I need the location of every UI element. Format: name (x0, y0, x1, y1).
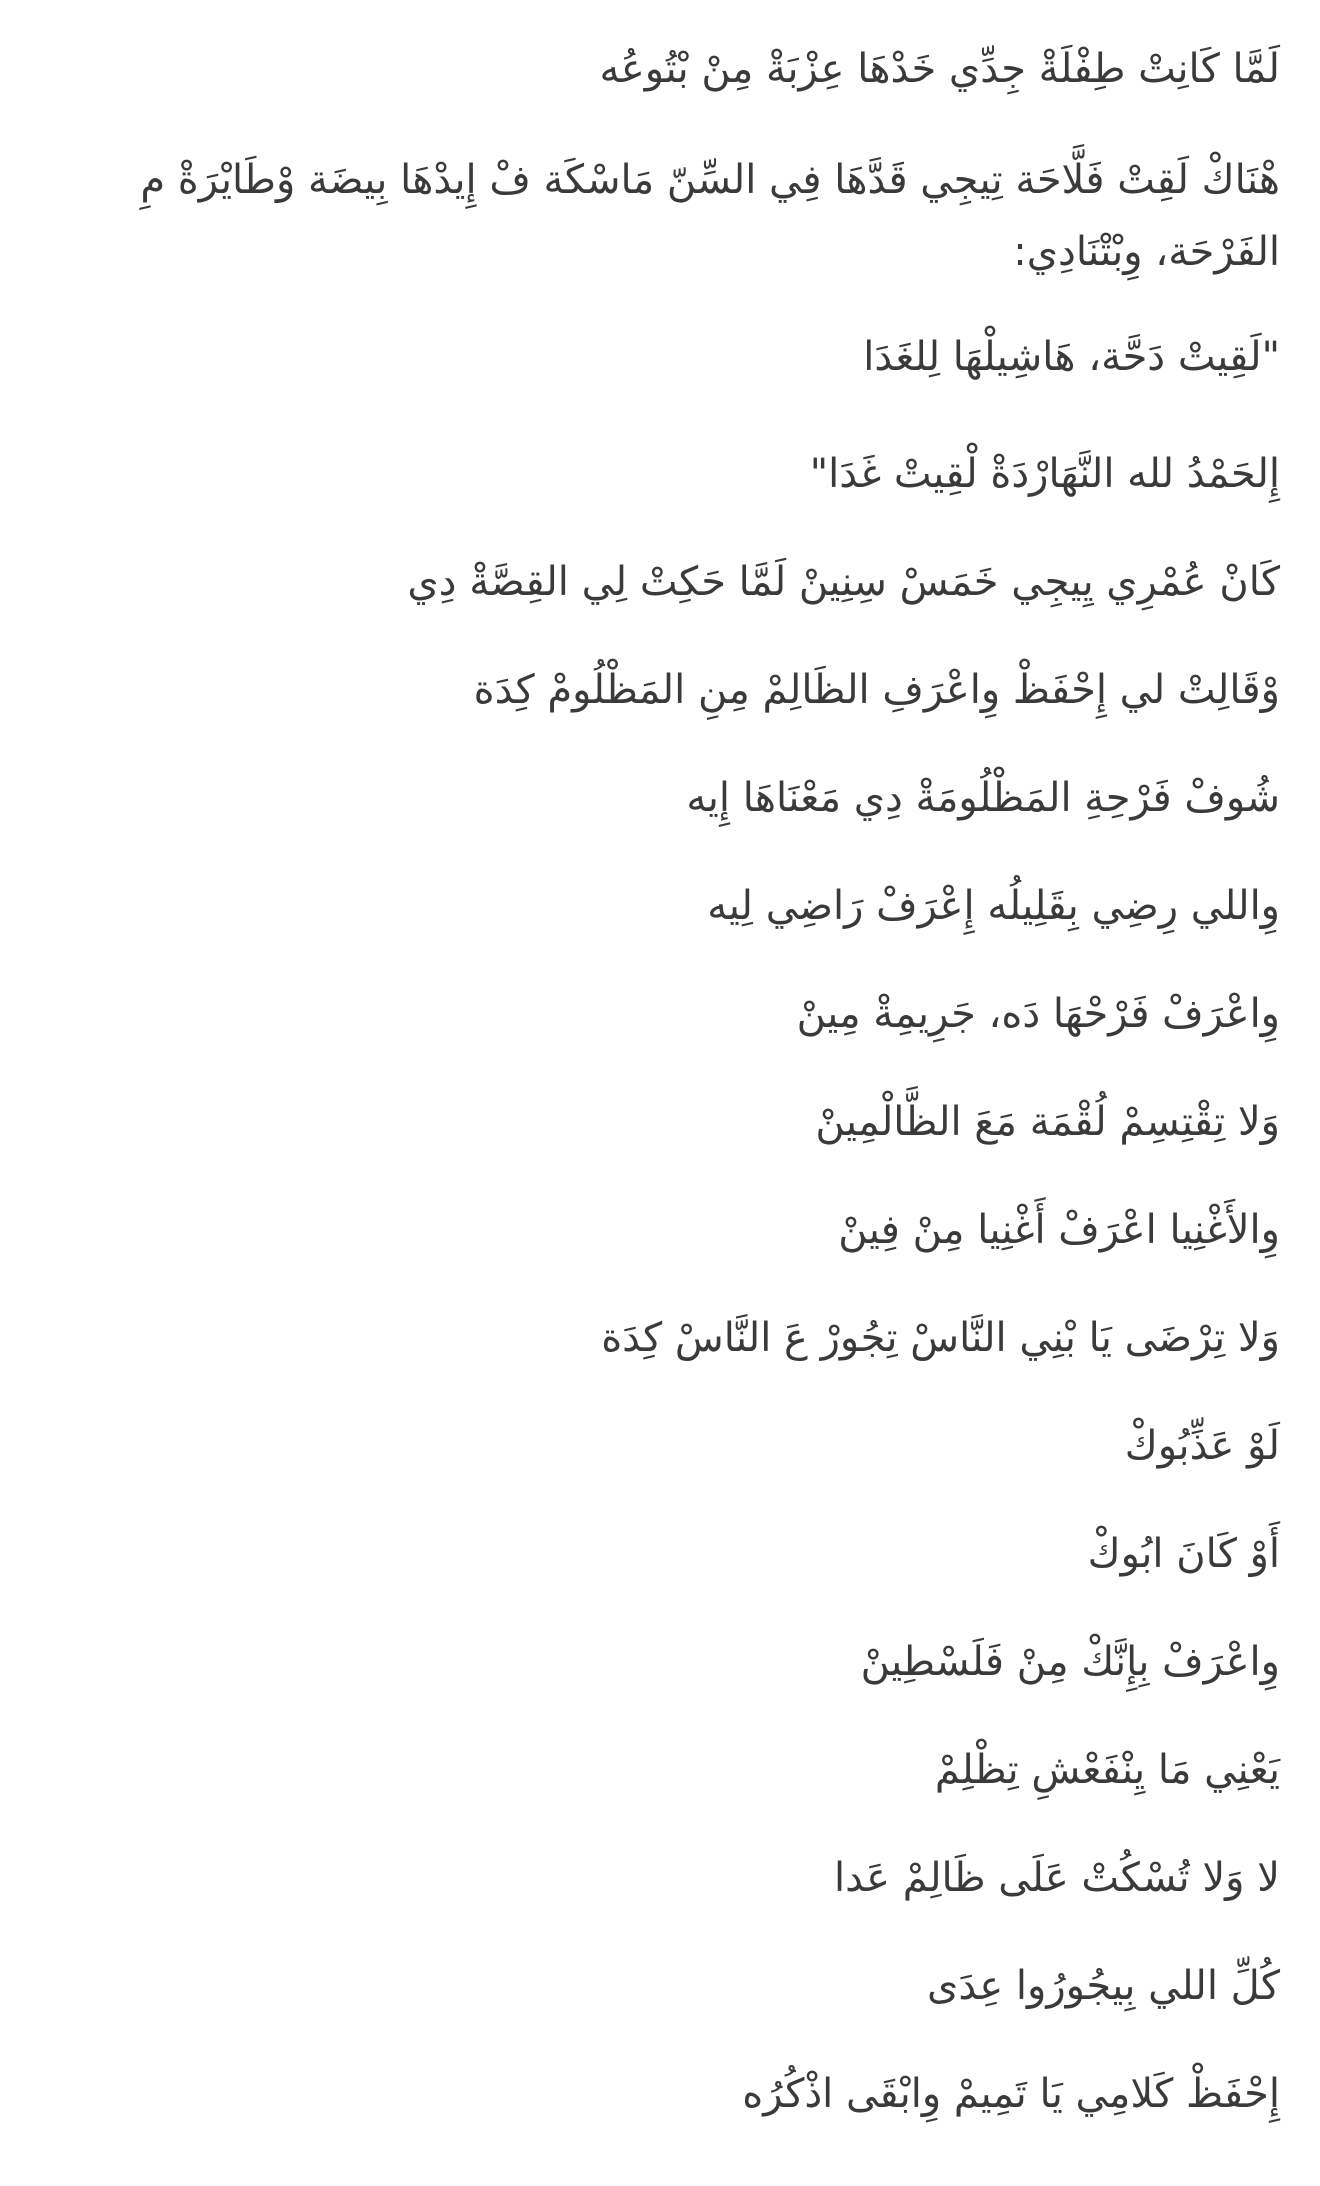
poem-line-16: يَعْنِي مَا يِنْفَعْشِ تِظْلِمْ (934, 1747, 1280, 1793)
poem-line-10: وَلا تِقْتِسِمْ لُقْمَة مَعَ الظَّالْمِينْ (815, 1099, 1280, 1145)
poem-line-17: لا وَلا تُسْكُتْ عَلَى ظَالِمْ عَدا (834, 1855, 1280, 1901)
poem-line-5: كَانْ عُمْرِي يِيجِي خَمَسْ سِنِينْ لَمَّا حَكِتْ لِي القِصَّةْ دِي (407, 559, 1280, 605)
poem-line-19: إِحْفَظْ كَلامِي يَا تَمِيمْ وِابْقَى اذْكُرُه (742, 2071, 1280, 2117)
poem-line-1: لَمَّا كَانِتْ طِفْلَةْ جِدِّي خَدْهَا عِزْبَةْ مِنْ بْتُوعُه (599, 46, 1280, 92)
poem-line-3: "لَقِيتْ دَحَّة، هَاشِيلْهَا لِلغَدَا (863, 334, 1280, 380)
poem-line-6: وْقَالِتْ لي إِحْفَظْ وِاعْرَفِ الظَالِمْ مِنِ المَظْلُومْ كِدَة (473, 667, 1280, 713)
poem-line-15: وِاعْرَفْ بِإِنَّكْ مِنْ فَلَسْطِينْ (860, 1639, 1280, 1685)
poem-line-12: وَلا تِرْضَى يَا بْنِي النَّاسْ تِجُورْ عَ النَّاسْ كِدَة (601, 1315, 1280, 1361)
poem-line-14: أَوْ كَانَ ابُوكْ (1087, 1531, 1280, 1577)
poem-line-2: هْنَاكْ لَقِتْ فَلَّاحَة تِيجِي قَدَّهَا فِي السِّنّ مَاسْكَة فْ إِيدْهَا بِيضَة وْطَايْرَةْ مِ الفَرْحَة، وِبْتْنَادِي: (140, 157, 1280, 275)
poem-line-8: وِاللي رِضِي بِقَلِيلُه إِعْرَفْ رَاضِي لِيه (707, 883, 1280, 929)
poem-line-13: لَوْ عَذِّبُوكْ (1124, 1423, 1280, 1469)
poem-line-7: شُوفْ فَرْحِةِ المَظْلُومَةْ دِي مَعْنَاهَا إِيه (686, 775, 1280, 821)
poem-line-9: وِاعْرَفْ فَرْحْهَا دَه، جَرِيمِةْ مِينْ (796, 991, 1280, 1037)
poem-line-18: كُلِّ اللي بِيجُورُوا عِدَى (927, 1963, 1280, 2009)
poem-line-4: إِلحَمْدُ لله النَّهَارْدَةْ لْقِيتْ غَدَا" (809, 451, 1280, 497)
poem-line-11: وِالأَغْنِيا اعْرَفْ أَغْنِيا مِنْ فِينْ (838, 1207, 1280, 1253)
